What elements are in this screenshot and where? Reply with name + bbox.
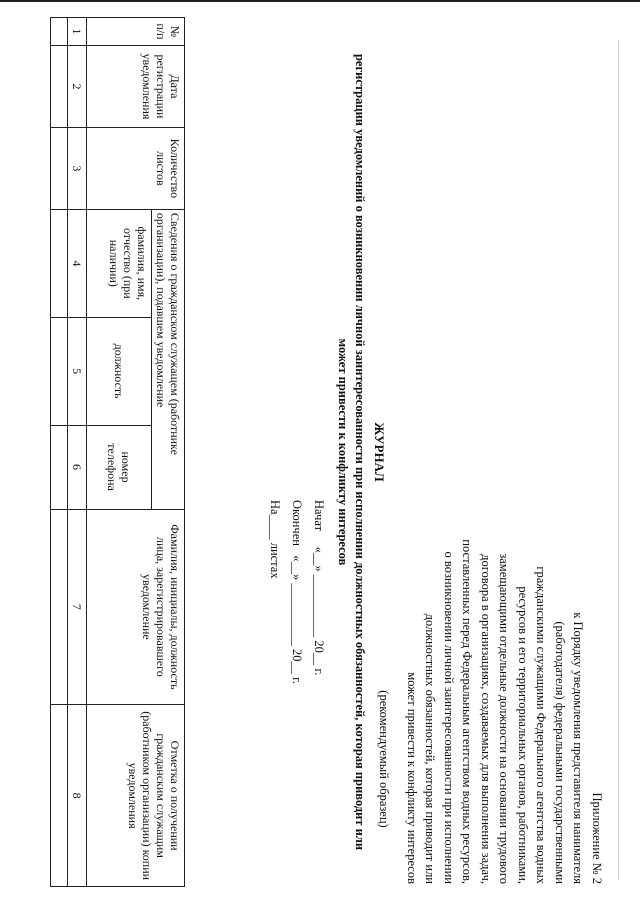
appendix-line: о возникновении личной заинтересованности при исполнении [442,551,456,884]
header-full-name: фамилия, имя, отчество (при наличии) [87,209,152,317]
header-registrar: Фамилия, инициалы, должность лица, зарегистрировавшего уведомление [87,509,185,705]
column-number: 6 [68,425,87,509]
column-number: 3 [68,127,87,209]
appendix-line: может привести к конфликту интересов [405,672,419,884]
header-copy-received: Отметка о получении гражданским служащим (работником организации) копии уведомления [87,705,185,887]
started-date: Начат «__» __________ 20__ г. [312,500,326,676]
journal-heading: ЖУРНАЛ [372,422,387,482]
appendix-line: поставленных перед Федеральным агентством водных ресурсов, [460,539,475,884]
header-phone: номер телефона [87,425,152,509]
table-row [51,18,68,887]
sample-note: (рекомендуемый образец) [377,690,392,828]
table-cell [51,705,68,887]
journal-table [50,17,185,887]
appendix-line: (работодателя) федеральными государственными [553,621,567,884]
appendix-line: к Порядку уведомления представителя нанимателя [571,612,586,884]
column-number: 7 [68,509,87,705]
column-number: 4 [68,209,87,317]
header-number: № п/п [87,18,185,46]
appendix-line: договора в организациях, создаваемых для выполнения задач, [479,554,493,884]
column-number: 8 [68,705,87,887]
table-cell [51,18,68,46]
appendix-header [375,454,606,884]
table-cell [51,45,68,127]
table-cell [51,127,68,209]
table-cell [51,209,68,317]
column-number: 2 [68,45,87,127]
header-reg-date: Дата регистрации уведомления [87,45,185,127]
table-cell [51,425,68,509]
journal-subtitle: регистрации уведомлений о возникновении личной заинтересованности при исполнении должностных обязанностей, которая приводит или может привести к конфликту интересов [336,53,367,851]
header-position: должность [87,317,152,425]
journal-dates [264,500,330,684]
journal-title [334,12,388,892]
rotated-document-page [20,12,620,892]
column-number: 5 [68,317,87,425]
scan-edge [0,0,640,2]
appendix-line: замещающими отдельные должности на основании трудового [497,553,512,884]
sheets-count: На____ листах [268,500,282,579]
appendix-line: должностных обязанностей, которая приводит или [423,613,438,884]
appendix-line: Приложение № 2 [590,792,604,884]
appendix-line: гражданскими служащими Федерального агентства водных [534,566,549,884]
header-sheet-count: Количество листов [87,127,185,209]
finished-date: Окончен «__» __________ 20__ г. [290,500,304,685]
column-number: 1 [68,18,87,46]
header-employee-info: Сведения о гражданском служащем (работнике организации), подавшем уведомление [152,209,185,509]
table-cell [51,509,68,705]
table-cell [51,317,68,425]
appendix-line: ресурсов и его территориальных органов, работниками, [516,586,530,884]
